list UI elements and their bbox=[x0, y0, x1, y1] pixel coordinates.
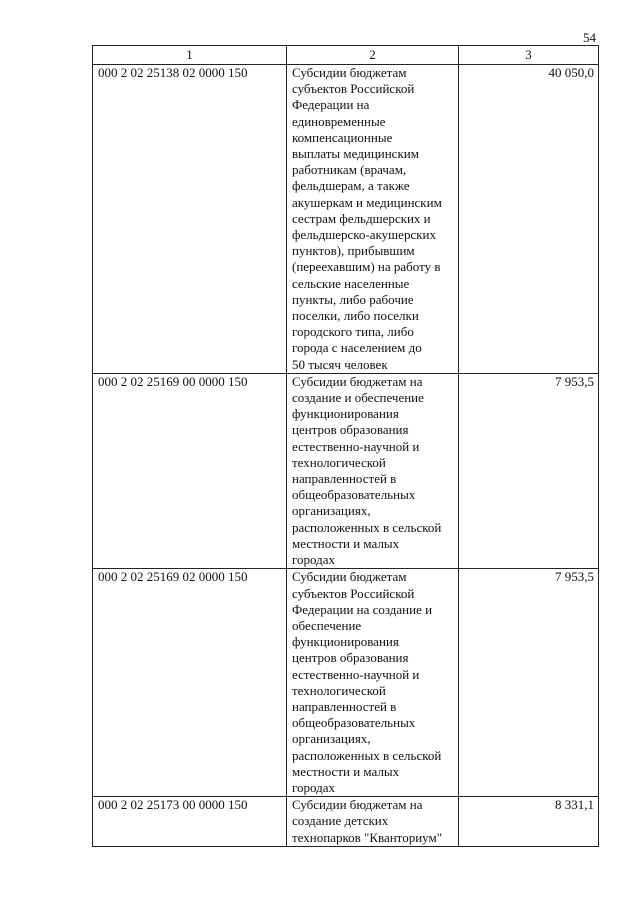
description-line: поселки, либо поселки bbox=[292, 308, 419, 324]
description-line: расположенных в сельской bbox=[292, 747, 442, 763]
description-line: Субсидии бюджетам на bbox=[292, 797, 423, 813]
amount-value: 7 953,5 bbox=[459, 569, 599, 797]
description-line: городах bbox=[292, 779, 336, 795]
description-line: создание и обеспечение bbox=[292, 390, 424, 406]
description-line: Субсидии бюджетам bbox=[292, 569, 407, 585]
table-header-row bbox=[93, 46, 599, 65]
table-row bbox=[93, 569, 599, 797]
description-line: 50 тысяч человек bbox=[292, 356, 388, 372]
description-line: городского типа, либо bbox=[292, 324, 414, 340]
classification-code: 000 2 02 25169 02 0000 150 bbox=[93, 569, 287, 797]
description-line: центров образования bbox=[292, 650, 409, 666]
income-description bbox=[287, 65, 459, 374]
description-line: города с населением до bbox=[292, 340, 422, 356]
column-header-3: 3 bbox=[459, 46, 599, 65]
description-line: естественно-научной и bbox=[292, 666, 420, 682]
table-row bbox=[93, 373, 599, 568]
description-line: организациях, bbox=[292, 503, 371, 519]
description-line: направленностей в bbox=[292, 698, 397, 714]
description-line: субъектов Российской bbox=[292, 585, 415, 601]
description-line: функционирования bbox=[292, 406, 399, 422]
description-line: Федерации на bbox=[292, 97, 370, 113]
table-body bbox=[93, 65, 599, 847]
description-line: технологической bbox=[292, 682, 386, 698]
amount-value: 8 331,1 bbox=[459, 797, 599, 847]
description-line: общеобразовательных bbox=[292, 715, 416, 731]
description-line: общеобразовательных bbox=[292, 487, 416, 503]
amount-value: 40 050,0 bbox=[459, 65, 599, 374]
description-line: пунктов), прибывшим bbox=[292, 243, 415, 259]
amount-value: 7 953,5 bbox=[459, 373, 599, 568]
classification-code: 000 2 02 25138 02 0000 150 bbox=[93, 65, 287, 374]
description-line: обеспечение bbox=[292, 617, 362, 633]
income-description bbox=[287, 569, 459, 797]
description-line: организациях, bbox=[292, 731, 371, 747]
page-number: 54 bbox=[583, 30, 596, 45]
column-header-2: 2 bbox=[287, 46, 459, 65]
description-line: расположенных в сельской bbox=[292, 519, 442, 535]
description-line: выплаты медицинским bbox=[292, 146, 419, 162]
description-line: центров образования bbox=[292, 422, 409, 438]
description-line: единовременные bbox=[292, 113, 386, 129]
description-line: направленностей в bbox=[292, 471, 397, 487]
description-line: сестрам фельдшерских и bbox=[292, 210, 431, 226]
description-line: местности и малых bbox=[292, 535, 400, 551]
description-line: акушеркам и медицинским bbox=[292, 194, 442, 210]
income-description bbox=[287, 373, 459, 568]
description-line: Субсидии бюджетам bbox=[292, 65, 407, 80]
description-line: технологической bbox=[292, 454, 386, 470]
column-header-1: 1 bbox=[93, 46, 287, 65]
description-line: местности и малых bbox=[292, 763, 400, 779]
classification-code: 000 2 02 25169 00 0000 150 bbox=[93, 373, 287, 568]
description-line: работникам (врачам, bbox=[292, 162, 407, 178]
table-row bbox=[93, 797, 599, 847]
description-line: сельские населенные bbox=[292, 275, 410, 291]
description-line: субъектов Российской bbox=[292, 81, 415, 97]
description-line: естественно-научной и bbox=[292, 438, 420, 454]
description-line: технопарков "Кванториум" bbox=[292, 829, 443, 845]
description-line: пункты, либо рабочие bbox=[292, 291, 414, 307]
income-description bbox=[287, 797, 459, 847]
description-line: создание детских bbox=[292, 813, 389, 829]
description-line: функционирования bbox=[292, 634, 399, 650]
description-line: (переехавшим) на работу в bbox=[292, 259, 441, 275]
budget-table bbox=[92, 45, 599, 847]
description-line: городах bbox=[292, 552, 336, 568]
classification-code: 000 2 02 25173 00 0000 150 bbox=[93, 797, 287, 847]
description-line: Федерации на создание и bbox=[292, 601, 433, 617]
description-line: фельдшерам, а также bbox=[292, 178, 410, 194]
table-row bbox=[93, 65, 599, 374]
description-line: компенсационные bbox=[292, 129, 393, 145]
description-line: фельдшерско-акушерских bbox=[292, 227, 436, 243]
description-line: Субсидии бюджетам на bbox=[292, 373, 423, 389]
